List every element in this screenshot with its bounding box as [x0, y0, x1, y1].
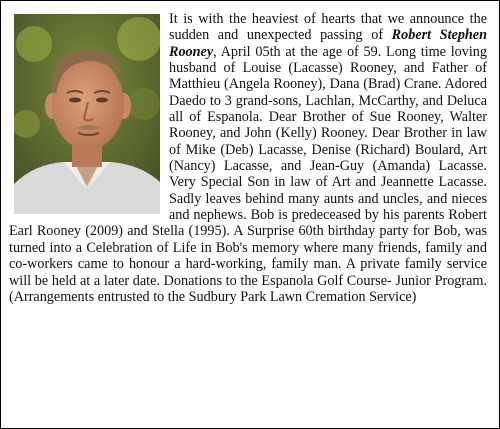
obituary-intro: It is with the heaviest of hearts that we announce the sudden and unexpected passing of: [169, 11, 487, 44]
obituary-body: , April 05th at the age of 59. Long time loving husband of Louise (Lacasse) Rooney, and Father of Matthieu (Angela Rooney), Dana (Brad) Crane. Adored Daedo to 3 grand-sons, Lachlan, McCarthy, and Deluca all of Espanola. Dear Brother of Sue Rooney, Walter Rooney, and John (Kelly) Rooney. Dear Brother in law of Mike (Deb) Lacasse, Denise (Richard) Boulard, Art (Nancy) Lacasse, and Jean-Guy (Amanda) Lacasse. Very Special Son in law of Art and Jeannette Lacasse. Sadly leaves behind many aunts and uncles, and nieces and nephews. Bob is predeceased by his parents Robert Earl Rooney (2009) and Stella (1995). A Surprise 60th birthday party for Bob, was turned into a Celebration of Life in Bob's memory where many friends, family and co-workers came to honour a hard-working, family man. A private family service will be held at a later date. Donations to the Espanola Golf Course- Junior Program. (Arrangements entrusted to the Sudbury Park Lawn Cremation Service): [9, 43, 487, 305]
obituary-text: [9, 11, 487, 305]
deceased-name: Robert Stephen Rooney: [169, 27, 487, 60]
photo-spacer: [9, 11, 169, 223]
